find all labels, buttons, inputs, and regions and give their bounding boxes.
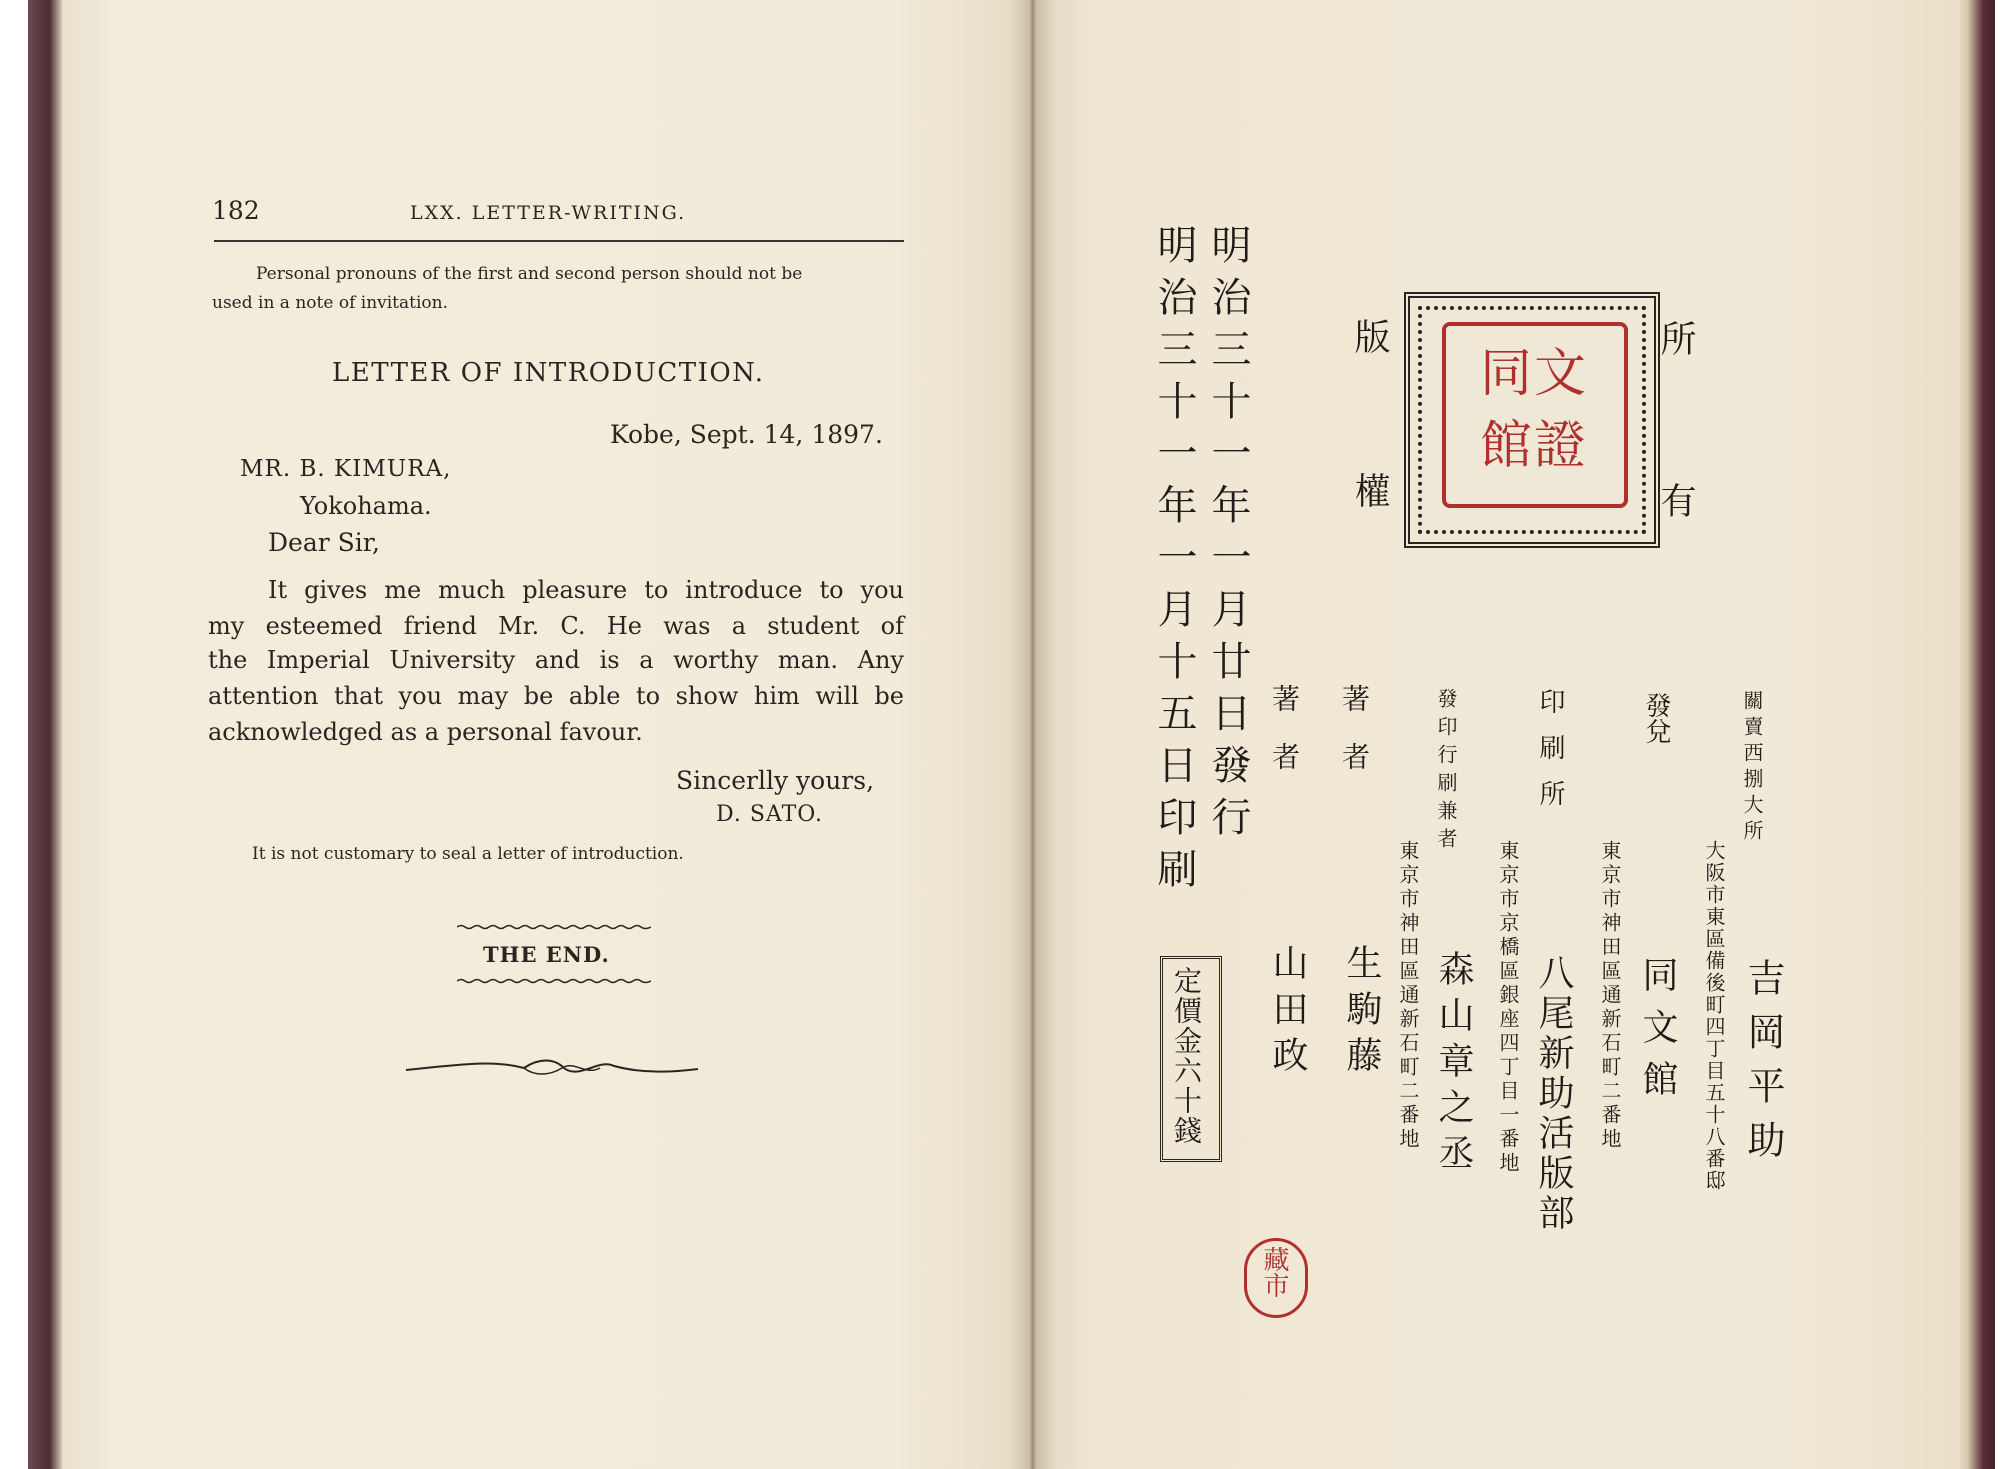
author-name-1: 山田政 — [1267, 944, 1308, 1082]
note-bottom: It is not customary to seal a letter of introduction. — [252, 844, 684, 864]
end-wavy-rule-bottom — [457, 978, 651, 984]
press-address: 東京市京橋區銀座四丁目一番地 — [1496, 840, 1520, 1176]
author-label-1: 著者 — [1268, 684, 1301, 800]
book-gutter — [1010, 0, 1054, 1469]
end-flourish-ornament — [404, 1054, 700, 1084]
publisher-address: 東京市神田區通新石町二番地 — [1598, 840, 1622, 1152]
end-wavy-rule-top — [457, 924, 651, 930]
seller-name: 吉岡平助 — [1741, 958, 1785, 1174]
left-cover-edge — [28, 0, 64, 1469]
letter-body-line: It gives me much pleasure to introduce to you — [268, 576, 904, 604]
ownership-char-2: 有 — [1655, 482, 1696, 518]
note-top-line-1: Personal pronouns of the first and second person should not be — [256, 264, 803, 284]
printer-publisher-label: 發印行刷兼者 — [1434, 688, 1458, 856]
letter-body-line: my esteemed friend Mr. C. He was a student of — [208, 612, 904, 640]
ownership-char-1: 所 — [1655, 320, 1696, 356]
letter-signer: D. SATO. — [716, 802, 824, 827]
price-label: 定價金六十錢 — [1170, 966, 1203, 1146]
seller-address: 大阪市東區備後町四丁目五十八番邸 — [1702, 840, 1726, 1192]
date-issued: 明治三十一年一月廿日發行 — [1205, 224, 1251, 848]
page-number: 182 — [212, 196, 260, 225]
red-seal-text: 同文館證 — [1479, 344, 1588, 476]
header-rule — [214, 240, 904, 242]
author-label-2: 著者 — [1338, 684, 1371, 800]
author-seal-text: 藏市 — [1259, 1246, 1289, 1298]
publisher-name: 同文館 — [1637, 956, 1678, 1112]
letter-closing: Sincerlly yours, — [676, 766, 875, 795]
note-top-line-2: used in a note of invitation. — [212, 293, 449, 313]
addressee-city: Yokohama. — [300, 492, 432, 520]
salutation: Dear Sir, — [268, 528, 380, 557]
the-end-label: THE END. — [483, 942, 610, 967]
letter-title: LETTER OF INTRODUCTION. — [332, 358, 765, 388]
letter-body-line: attention that you may be able to show him will be — [208, 682, 904, 710]
running-head: LXX. LETTER-WRITING. — [410, 202, 687, 224]
seller-label: 關賣西捌大所 — [1740, 690, 1764, 846]
publisher-label: 發兌 — [1641, 692, 1671, 744]
copyright-char-2: 權 — [1349, 472, 1390, 508]
addressee-name: MR. B. KIMURA, — [240, 456, 452, 482]
printer-name: 森山章之丞 — [1433, 950, 1474, 1180]
date-printed: 明治三十一年一月十五日印刷 — [1151, 224, 1197, 900]
copyright-char-1: 版 — [1349, 318, 1390, 354]
letter-dateline: Kobe, Sept. 14, 1897. — [610, 420, 883, 449]
letter-body-line: acknowledged as a personal favour. — [208, 718, 643, 746]
press-label: 印刷所 — [1535, 688, 1565, 826]
right-cover-edge — [1955, 0, 1995, 1469]
press-name: 八尾新助活版部 — [1533, 954, 1574, 1234]
author-name-2: 生駒藤 — [1341, 944, 1382, 1082]
printer-address: 東京市神田區通新石町二番地 — [1396, 840, 1420, 1152]
letter-body-line: the Imperial University and is a worthy man. Any — [208, 646, 904, 674]
